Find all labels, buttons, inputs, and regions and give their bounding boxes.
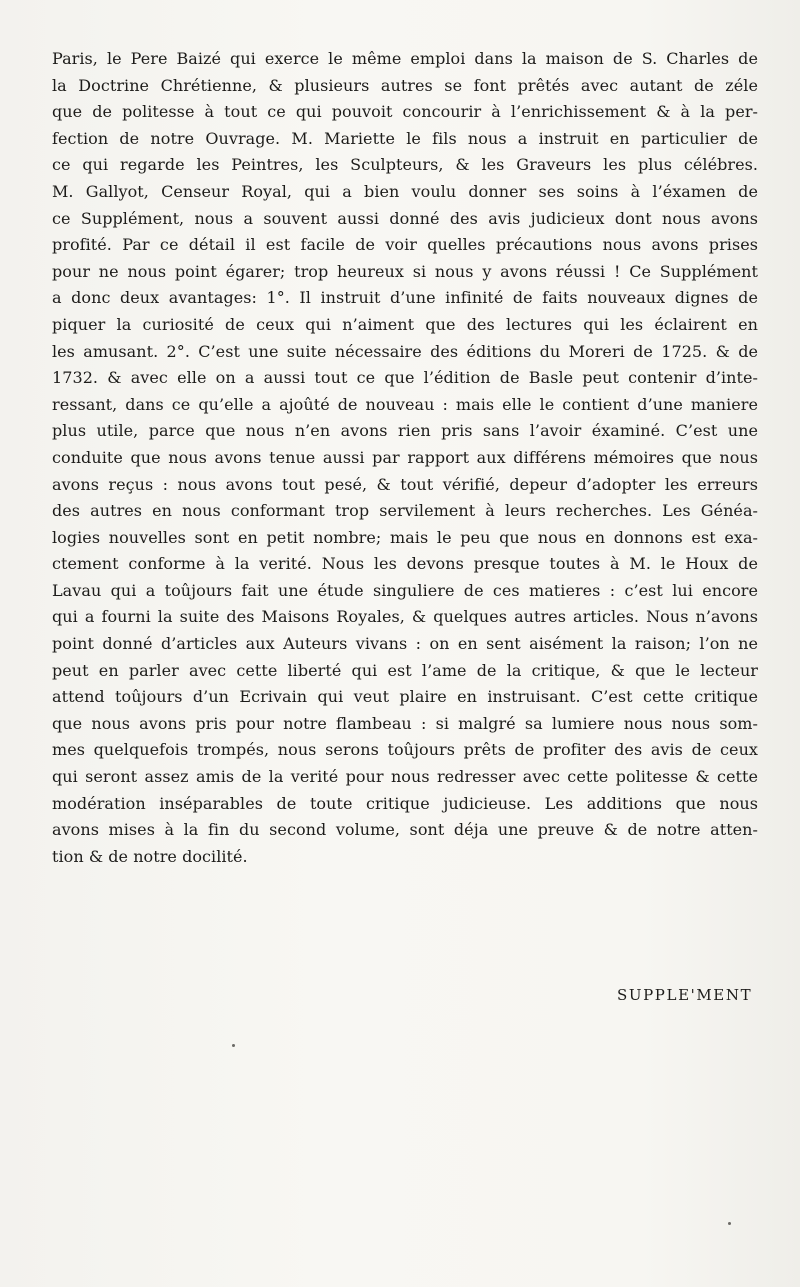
text-line: a donc deux avantages: 1°. Il instruit d’une infinité de faits nouveaux dignes de (52, 288, 758, 308)
text-line: les amusant. 2°. C’est une suite nécessaire des éditions du Moreri de 1725. & de (52, 341, 758, 361)
text-line: la Doctrine Chrétienne, & plusieurs autres se font prêtés avec autant de zéle (52, 75, 758, 95)
text-line: 1732. & avec elle on a aussi tout ce que l’édition de Basle peut contenir d’inte- (52, 368, 758, 388)
text-line: piquer la curiosité de ceux qui n’aiment que des lectures qui les éclairent en (52, 314, 758, 334)
text-line: Paris, le Pere Baizé qui exerce le même emploi dans la maison de S. Charles de (52, 49, 758, 68)
text-line: qui seront assez amis de la verité pour nous redresser avec cette politesse & cette (52, 767, 758, 787)
text-line: ressant, dans ce qu’elle a ajoûté de nouveau : mais elle le contient d’une maniere (52, 394, 758, 414)
text-line: modération inséparables de toute critique judicieuse. Les additions que nous (52, 793, 758, 813)
text-line-last: tion & de notre docilité. (52, 846, 248, 866)
text-line: logies nouvelles sont en petit nombre; mais le peu que nous en donnons est exa- (52, 527, 758, 547)
body-text (52, 46, 758, 870)
text-line: M. Gallyot, Censeur Royal, qui a bien voulu donner ses soins à l’éxamen de (52, 181, 758, 201)
text-line: avons mises à la fin du second volume, sont déja une preuve & de notre atten- (52, 820, 758, 840)
text-line: ce qui regarde les Peintres, les Sculpteurs, & les Graveurs les plus célébres. (52, 155, 758, 175)
text-line: avons reçus : nous avons tout pesé, & tout vérifié, depeur d’adopter les erreurs (52, 474, 758, 494)
text-line: fection de notre Ouvrage. M. Mariette le fils nous a instruit en particulier de (52, 128, 758, 148)
text-line: mes quelquefois trompés, nous serons toûjours prêts de profiter des avis de ceux (52, 740, 758, 760)
catchword: SUPPLE'MENT (617, 986, 753, 1004)
text-line: Lavau qui a toûjours fait une étude singuliere de ces matieres : c’est lui encore (52, 580, 758, 600)
text-line: qui a fourni la suite des Maisons Royales, & quelques autres articles. Nous n’avons (52, 607, 758, 627)
text-line: attend toûjours d’un Ecrivain qui veut plaire en instruisant. C’est cette critique (52, 687, 758, 707)
text-line: que nous avons pris pour notre flambeau : si malgré sa lumiere nous nous som- (52, 713, 758, 733)
ink-speck (232, 1044, 235, 1047)
ink-speck (728, 1222, 731, 1225)
text-line: des autres en nous conformant trop servilement à leurs recherches. Les Généa- (52, 501, 758, 521)
text-line: conduite que nous avons tenue aussi par rapport aux différens mémoires que nous (52, 447, 758, 467)
text-line: point donné d’articles aux Auteurs vivans : on en sent aisément la raison; l’on ne (52, 634, 758, 654)
text-line: ce Supplément, nous a souvent aussi donné des avis judicieux dont nous avons (52, 208, 758, 228)
text-line: ctement conforme à la verité. Nous les devons presque toutes à M. le Houx de (52, 554, 758, 574)
text-line: pour ne nous point égarer; trop heureux si nous y avons réussi ! Ce Supplément (52, 261, 758, 281)
text-line: que de politesse à tout ce qui pouvoit concourir à l’enrichissement & à la per- (52, 102, 758, 122)
text-line: plus utile, parce que nous n’en avons rien pris sans l’avoir éxaminé. C’est une (52, 421, 758, 441)
text-line: profité. Par ce détail il est facile de voir quelles précautions nous avons prises (52, 235, 758, 255)
text-line: peut en parler avec cette liberté qui est l’ame de la critique, & que le lecteur (52, 660, 758, 680)
